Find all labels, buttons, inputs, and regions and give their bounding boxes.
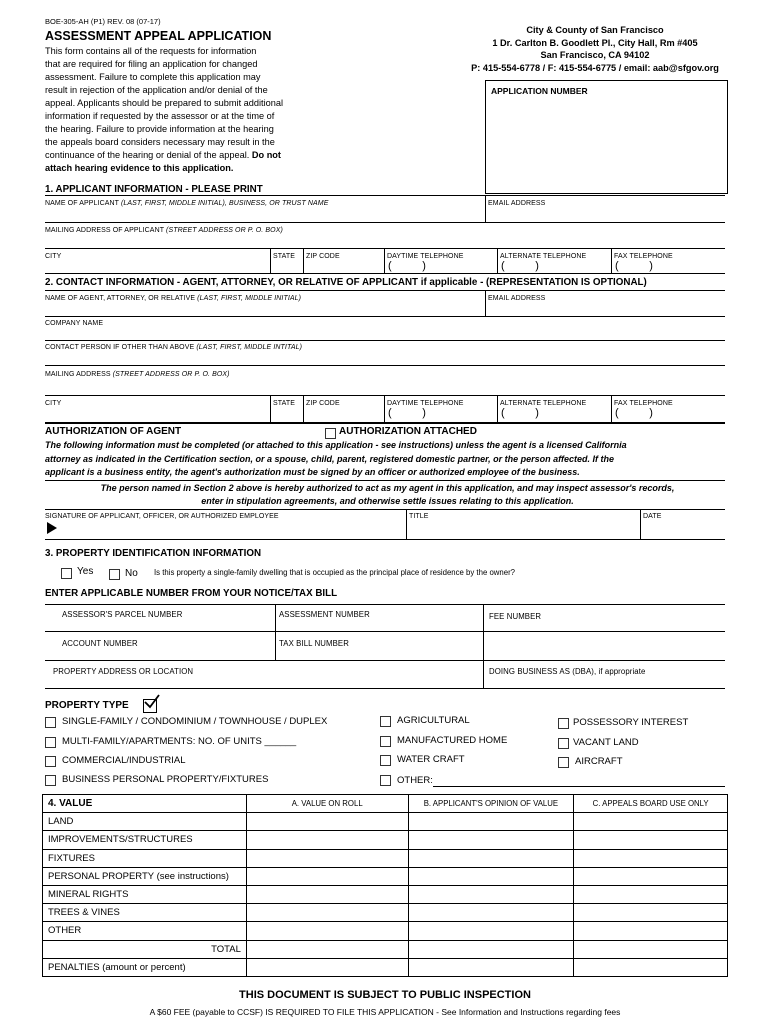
value-cell: [574, 922, 728, 940]
appeals-board-header: C. APPEALS BOARD USE ONLY: [574, 795, 728, 813]
value-cell[interactable]: [246, 867, 408, 885]
value-cell[interactable]: [246, 922, 408, 940]
intro-bold-last: attach hearing evidence to this application.: [45, 163, 234, 173]
agricultural-label: AGRICULTURAL: [397, 715, 470, 726]
value-cell: [574, 940, 728, 958]
business-personal-checkbox[interactable]: [45, 775, 56, 786]
agent-state-field[interactable]: STATE: [273, 400, 296, 407]
row-label: IMPROVEMENTS/STRUCTURES: [43, 831, 247, 849]
applicant-email-field[interactable]: EMAIL ADDRESS: [488, 200, 546, 207]
signature-field[interactable]: SIGNATURE OF APPLICANT, OFFICER, OR AUTHORIZED EMPLOYEE: [45, 513, 279, 520]
value-table-header: [43, 795, 728, 813]
authorization-attached-label: AUTHORIZATION ATTACHED: [339, 426, 477, 437]
value-cell: [574, 831, 728, 849]
owner-occupied-question: Is this property a single-family dwelling that is occupied as the principal place of residence by the owner?: [154, 568, 516, 577]
applicant-alt-phone-area: ( ): [501, 260, 539, 272]
section3-title: 3. PROPERTY IDENTIFICATION INFORMATION: [45, 548, 262, 559]
value-cell[interactable]: [408, 922, 574, 940]
assessment-number-field[interactable]: ASSESSMENT NUMBER: [279, 610, 370, 619]
intro-line: that are required for filing an application for changed: [45, 59, 258, 69]
value-cell[interactable]: [246, 813, 408, 831]
fee-number-field[interactable]: FEE NUMBER: [489, 612, 542, 621]
agent-mailing-field[interactable]: [45, 371, 230, 378]
agent-name-hint: (LAST, FIRST, MIDDLE INITIAL): [197, 295, 302, 302]
applicant-name-field[interactable]: [45, 200, 329, 207]
applicant-fax-field[interactable]: FAX TELEPHONE: [614, 253, 673, 260]
agent-name-field[interactable]: [45, 295, 301, 302]
value-section-title: 4. VALUE: [43, 795, 247, 813]
applicant-day-phone-area: ( ): [388, 260, 426, 272]
aircraft-label: AIRCRAFT: [575, 756, 623, 767]
table-row: [43, 904, 728, 922]
section1-title: 1. APPLICANT INFORMATION - PLEASE PRINT: [45, 184, 263, 195]
applicant-fax-area: ( ): [615, 260, 653, 272]
applicant-mailing-hint: (STREET ADDRESS OR P. O. BOX): [166, 227, 283, 234]
value-cell[interactable]: [246, 904, 408, 922]
agent-fax-field[interactable]: FAX TELEPHONE: [614, 400, 673, 407]
commercial-checkbox[interactable]: [45, 756, 56, 767]
value-cell[interactable]: [408, 904, 574, 922]
vacant-land-label: VACANT LAND: [573, 737, 639, 748]
intro-line-text: continuance of the hearing or denial of the appeal.: [45, 150, 250, 160]
value-cell[interactable]: [246, 958, 408, 976]
enter-number-label: ENTER APPLICABLE NUMBER FROM YOUR NOTICE/TAX BILL: [45, 588, 338, 599]
dba-field[interactable]: DOING BUSINESS AS (DBA), if appropriate: [489, 667, 646, 676]
row-label: MINERAL RIGHTS: [43, 885, 247, 903]
applicant-opinion-header: B. APPLICANT'S OPINION OF VALUE: [408, 795, 574, 813]
value-cell[interactable]: [246, 831, 408, 849]
intro-line: information if requested by the assessor or at the time of: [45, 111, 275, 121]
aircraft-checkbox[interactable]: [558, 757, 569, 768]
intro-bold-tail: Do not: [251, 150, 281, 160]
agent-name-label: NAME OF AGENT, ATTORNEY, OR RELATIVE: [45, 295, 196, 302]
no-label: No: [125, 568, 138, 579]
office-block: [450, 24, 740, 74]
table-row: [43, 958, 728, 976]
table-row: [43, 813, 728, 831]
applicant-mailing-field[interactable]: [45, 227, 283, 234]
applicant-name-label: NAME OF APPLICANT: [45, 200, 119, 207]
value-on-roll-header: A. VALUE ON ROLL: [246, 795, 408, 813]
authorization-attached-checkbox[interactable]: [325, 428, 336, 439]
value-cell[interactable]: [246, 849, 408, 867]
agent-mailing-hint: (STREET ADDRESS OR P. O. BOX): [112, 371, 230, 378]
value-cell: [574, 849, 728, 867]
section2-title: 2. CONTACT INFORMATION - AGENT, ATTORNEY, OR RELATIVE OF APPLICANT if applicable - (REPRESENTATION IS OPTIONAL): [45, 277, 647, 288]
agent-contact-hint: (LAST, FIRST, MIDDLE INTITAL): [196, 344, 303, 351]
value-table: [42, 794, 728, 977]
value-cell: [574, 867, 728, 885]
filing-fee-notice: A $60 FEE (payable to CCSF) IS REQUIRED TO FILE THIS APPLICATION - See Information and Instructions regarding fees: [149, 1007, 621, 1017]
row-label: PENALTIES (amount or percent): [43, 958, 247, 976]
agent-company-field[interactable]: COMPANY NAME: [45, 320, 104, 327]
tax-bill-number-field[interactable]: TAX BILL NUMBER: [279, 639, 349, 648]
signature-date-field[interactable]: DATE: [643, 513, 662, 520]
other-type-label: OTHER:: [397, 775, 433, 786]
table-row: [43, 922, 728, 940]
manufactured-home-label: MANUFACTURED HOME: [397, 735, 508, 746]
agent-fax-area: ( ): [615, 407, 653, 419]
agent-email-field[interactable]: EMAIL ADDRESS: [488, 295, 546, 302]
row-label: FIXTURES: [43, 849, 247, 867]
value-cell[interactable]: [408, 958, 574, 976]
intro-line: result in rejection of the application and/or denial of the: [45, 85, 268, 95]
applicant-zip-field[interactable]: ZIP CODE: [306, 253, 340, 260]
table-row: [43, 867, 728, 885]
multi-family-checkbox[interactable]: [45, 737, 56, 748]
single-family-label: SINGLE-FAMILY / CONDOMINIUM / TOWNHOUSE / DUPLEX: [62, 716, 328, 727]
authorization-paragraph: [45, 439, 730, 480]
value-cell: [574, 885, 728, 903]
value-cell[interactable]: [408, 940, 574, 958]
value-cell[interactable]: [246, 940, 408, 958]
no-checkbox[interactable]: [109, 569, 120, 580]
applicant-name-hint: (LAST, FIRST, MIDDLE INITIAL), BUSINESS, OR TRUST NAME: [120, 200, 329, 207]
value-cell: [574, 904, 728, 922]
authorization-statement-line: The person named in Section 2 above is hereby authorized to act as my agent in this application, and may inspect assessor's records,: [100, 483, 675, 493]
authorization-line: applicant is a business entity, the agent's authorization must be signed by an officer or authorized employee of the business.: [45, 467, 580, 477]
agent-zip-field[interactable]: ZIP CODE: [306, 400, 340, 407]
agent-mailing-label: MAILING ADDRESS: [45, 371, 111, 378]
agricultural-checkbox[interactable]: [380, 716, 391, 727]
value-cell[interactable]: [408, 831, 574, 849]
account-number-field[interactable]: ACCOUNT NUMBER: [62, 639, 138, 648]
applicant-state-field[interactable]: STATE: [273, 253, 296, 260]
business-personal-label: BUSINESS PERSONAL PROPERTY/FIXTURES: [62, 774, 269, 785]
public-inspection-notice: THIS DOCUMENT IS SUBJECT TO PUBLIC INSPECTION: [239, 989, 531, 1001]
authorization-statement-line: enter in stipulation agreements, and otherwise settle issues relating to this application.: [201, 496, 574, 506]
agent-alt-phone-field[interactable]: ALTERNATE TELEPHONE: [500, 400, 587, 407]
table-row: [43, 849, 728, 867]
value-cell[interactable]: [408, 813, 574, 831]
property-type-title: PROPERTY TYPE: [45, 700, 129, 711]
intro-text: [45, 45, 320, 175]
office-name: City & County of San Francisco: [526, 25, 664, 35]
page-title: ASSESSMENT APPEAL APPLICATION: [45, 29, 272, 43]
applicant-mailing-label: MAILING ADDRESS OF APPLICANT: [45, 227, 164, 234]
agent-alt-phone-area: ( ): [501, 407, 539, 419]
row-label: PERSONAL PROPERTY (see instructions): [43, 867, 247, 885]
applicant-day-phone-field[interactable]: DAYTIME TELEPHONE: [387, 253, 464, 260]
table-row: [43, 885, 728, 903]
table-row: [43, 940, 728, 958]
value-cell[interactable]: [408, 885, 574, 903]
water-craft-label: WATER CRAFT: [397, 754, 465, 765]
row-label: TOTAL: [43, 940, 247, 958]
office-address: 1 Dr. Carlton B. Goodlett Pl., City Hall, Rm #405: [492, 37, 698, 48]
signer-title-field[interactable]: TITLE: [409, 513, 429, 520]
value-cell[interactable]: [246, 885, 408, 903]
agent-city-field[interactable]: CITY: [45, 400, 62, 407]
authorization-line: attorney as indicated in the Certification section, or a spouse, child, parent, registered domestic partner, or the person affected. If the: [45, 453, 614, 464]
authorization-statement: [45, 482, 730, 508]
single-family-checkbox[interactable]: [45, 717, 56, 728]
authorization-title: AUTHORIZATION OF AGENT: [45, 426, 182, 437]
checkmark-icon: [143, 694, 161, 710]
manufactured-home-checkbox[interactable]: [380, 736, 391, 747]
applicant-alt-phone-field[interactable]: ALTERNATE TELEPHONE: [500, 253, 587, 260]
value-cell[interactable]: [408, 867, 574, 885]
office-city: San Francisco, CA 94102: [540, 50, 650, 60]
office-contact: P: 415-554-6778 / F: 415-554-6775 / email: aab@sfgov.org: [471, 62, 719, 73]
possessory-interest-label: POSSESSORY INTEREST: [573, 717, 689, 728]
parcel-number-field[interactable]: ASSESSOR'S PARCEL NUMBER: [62, 610, 183, 619]
agent-day-phone-field[interactable]: DAYTIME TELEPHONE: [387, 400, 464, 407]
authorization-line: The following information must be completed (or attached to this application - see instructions) unless the agent is a licensed California: [45, 440, 627, 450]
value-cell[interactable]: [408, 849, 574, 867]
row-label: OTHER: [43, 922, 247, 940]
intro-line: This form contains all of the requests for information: [45, 46, 257, 56]
form-id: BOE-305-AH (P1) REV. 08 (07-17): [45, 17, 161, 26]
yes-label: Yes: [77, 566, 94, 577]
row-label: TREES & VINES: [43, 904, 247, 922]
application-number-box[interactable]: [485, 80, 728, 194]
signature-arrow-icon: [47, 522, 57, 534]
commercial-label: COMMERCIAL/INDUSTRIAL: [62, 755, 186, 766]
agent-contact-label: CONTACT PERSON IF OTHER THAN ABOVE: [45, 344, 195, 351]
agent-contact-field[interactable]: [45, 344, 302, 351]
row-label: LAND: [43, 813, 247, 831]
intro-line: the appeals board considers necessary may result in the: [45, 137, 275, 147]
other-type-checkbox[interactable]: [380, 775, 391, 786]
possessory-interest-checkbox[interactable]: [558, 718, 569, 729]
intro-line: the hearing. Failure to provide information at the hearing: [45, 124, 274, 134]
water-craft-checkbox[interactable]: [380, 755, 391, 766]
yes-checkbox[interactable]: [61, 568, 72, 579]
agent-day-phone-area: ( ): [388, 407, 426, 419]
property-address-field[interactable]: PROPERTY ADDRESS OR LOCATION: [53, 667, 194, 676]
multi-family-label: MULTI-FAMILY/APARTMENTS: NO. OF UNITS ______: [62, 736, 297, 747]
applicant-city-field[interactable]: CITY: [45, 253, 62, 260]
value-cell: [574, 958, 728, 976]
intro-line: appeal. Applicants should be prepared to submit additional: [45, 98, 284, 108]
intro-line: assessment. Failure to complete this application may: [45, 72, 261, 82]
intro-line: [45, 149, 320, 162]
other-type-line[interactable]: [433, 786, 725, 787]
application-number-label: APPLICATION NUMBER: [491, 86, 588, 96]
vacant-land-checkbox[interactable]: [558, 738, 569, 749]
table-row: [43, 831, 728, 849]
value-cell: [574, 813, 728, 831]
